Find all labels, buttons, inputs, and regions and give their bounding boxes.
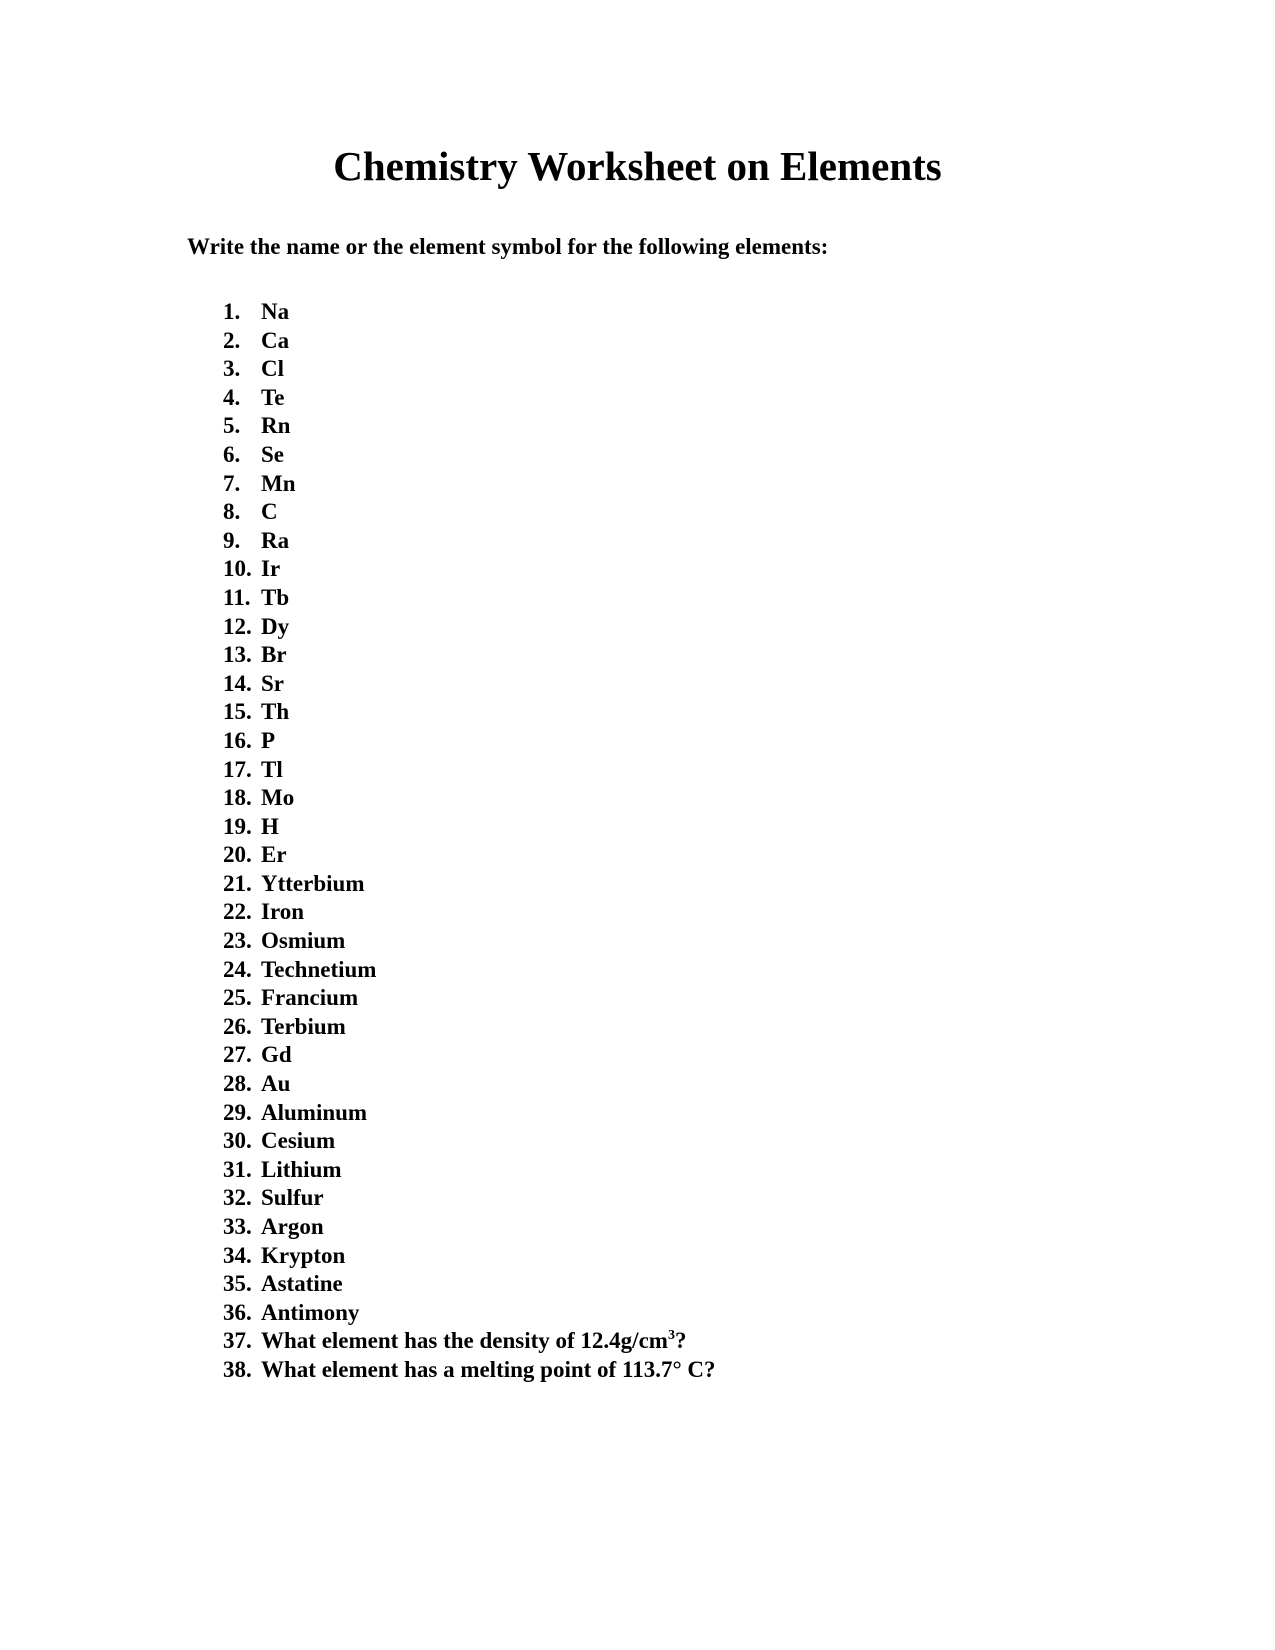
question-item bbox=[223, 641, 716, 670]
question-number: 20. bbox=[223, 842, 252, 868]
question-text-main: Tb bbox=[261, 584, 290, 610]
question-number: 2. bbox=[223, 327, 241, 353]
question-text-main: Iron bbox=[261, 899, 305, 925]
question-number: 6. bbox=[223, 441, 241, 467]
question-item bbox=[223, 870, 716, 899]
question-text bbox=[261, 1156, 342, 1185]
question-text-main: Gd bbox=[261, 1042, 292, 1068]
question-text bbox=[261, 412, 290, 441]
question-item bbox=[223, 470, 716, 499]
question-item bbox=[223, 1099, 716, 1128]
question-number: 5. bbox=[223, 413, 241, 439]
question-text-main: Se bbox=[261, 441, 284, 467]
question-item bbox=[223, 756, 716, 785]
question-number: 13. bbox=[223, 642, 252, 668]
question-number: 28. bbox=[223, 1071, 252, 1097]
question-number: 14. bbox=[223, 670, 252, 696]
question-text bbox=[261, 813, 279, 842]
question-number: 4. bbox=[223, 384, 241, 410]
question-item bbox=[223, 1041, 716, 1070]
question-text-main: Na bbox=[261, 299, 290, 324]
question-item bbox=[223, 670, 716, 699]
question-number: 26. bbox=[223, 1013, 252, 1039]
question-text bbox=[261, 1299, 359, 1328]
question-text bbox=[261, 870, 364, 899]
question-text bbox=[261, 1213, 324, 1242]
question-item bbox=[223, 1156, 716, 1185]
superscript: 3 bbox=[667, 1328, 675, 1344]
question-number: 22. bbox=[223, 899, 252, 925]
page-title: Chemistry Worksheet on Elements bbox=[333, 143, 942, 189]
question-text-main: P bbox=[261, 727, 276, 753]
question-number: 9. bbox=[223, 527, 241, 553]
question-item bbox=[223, 1213, 716, 1242]
question-text-main: Krypton bbox=[261, 1242, 346, 1268]
question-text bbox=[261, 841, 287, 870]
question-text bbox=[261, 984, 358, 1013]
question-number: 1. bbox=[223, 299, 241, 324]
instructions: Write the name or the element symbol for the following elements: bbox=[187, 234, 829, 259]
question-text bbox=[261, 956, 376, 985]
question-text-main: Sulfur bbox=[261, 1185, 324, 1211]
question-number: 36. bbox=[223, 1299, 252, 1325]
question-text-main: Sr bbox=[261, 670, 284, 696]
question-item bbox=[223, 412, 716, 441]
question-text bbox=[261, 613, 289, 642]
question-text-main: Cl bbox=[261, 356, 284, 382]
question-item bbox=[223, 1070, 716, 1099]
question-item bbox=[223, 327, 716, 356]
question-number: 29. bbox=[223, 1099, 252, 1125]
question-number: 21. bbox=[223, 870, 252, 896]
question-text-main: Antimony bbox=[261, 1299, 360, 1325]
question-item bbox=[223, 841, 716, 870]
question-number: 31. bbox=[223, 1156, 252, 1182]
question-number: 33. bbox=[223, 1214, 252, 1239]
question-number: 35. bbox=[223, 1271, 252, 1297]
question-text-main: Mn bbox=[261, 470, 296, 496]
question-text-main: Lithium bbox=[261, 1156, 342, 1182]
question-item bbox=[223, 613, 716, 642]
question-text-main: Ca bbox=[261, 327, 290, 353]
question-item bbox=[223, 784, 716, 813]
question-text bbox=[261, 898, 304, 927]
question-item bbox=[223, 927, 716, 956]
question-item bbox=[223, 727, 716, 756]
question-text-main: Th bbox=[261, 699, 290, 725]
question-text bbox=[261, 670, 284, 699]
question-number: 24. bbox=[223, 956, 252, 982]
question-text-suffix: ? bbox=[674, 1328, 687, 1354]
question-number: 7. bbox=[223, 470, 241, 496]
question-text bbox=[261, 1242, 345, 1271]
question-number: 15. bbox=[223, 699, 252, 725]
question-text-main: What element has a melting point of 113.7° C? bbox=[261, 1356, 716, 1382]
question-item bbox=[223, 355, 716, 384]
question-number: 10. bbox=[223, 556, 252, 582]
question-text bbox=[261, 355, 284, 384]
question-item bbox=[223, 1299, 716, 1328]
question-text bbox=[261, 1099, 367, 1128]
question-text-main: Ra bbox=[261, 527, 290, 553]
question-text-main: What element has the density of 12.4g/cm bbox=[261, 1328, 668, 1354]
question-item bbox=[223, 1013, 716, 1042]
question-item bbox=[223, 1356, 716, 1385]
question-text bbox=[261, 441, 284, 470]
question-item bbox=[223, 1270, 716, 1299]
question-text-main: Te bbox=[261, 384, 285, 410]
question-text-main: Er bbox=[261, 842, 287, 868]
question-number: 11. bbox=[223, 584, 251, 610]
question-text-main: H bbox=[261, 813, 279, 839]
question-text bbox=[261, 1184, 324, 1213]
question-item bbox=[223, 956, 716, 985]
question-text bbox=[261, 927, 345, 956]
question-number: 8. bbox=[223, 499, 241, 525]
question-text bbox=[261, 470, 296, 499]
question-text-main: Br bbox=[261, 642, 287, 668]
question-number: 25. bbox=[223, 985, 252, 1011]
question-text-main: C bbox=[261, 499, 278, 525]
question-text bbox=[261, 756, 283, 785]
question-text bbox=[261, 1127, 335, 1156]
question-text-main: Astatine bbox=[261, 1271, 343, 1297]
question-number: 18. bbox=[223, 785, 252, 811]
question-text bbox=[261, 298, 289, 327]
question-text-main: Aluminum bbox=[261, 1099, 368, 1125]
question-text-main: Tl bbox=[261, 756, 283, 782]
question-text bbox=[261, 784, 294, 813]
question-item bbox=[223, 527, 716, 556]
question-item bbox=[223, 555, 716, 584]
question-item bbox=[223, 1184, 716, 1213]
question-list bbox=[223, 298, 716, 1385]
question-item bbox=[223, 1127, 716, 1156]
question-text bbox=[261, 1356, 716, 1385]
question-text-main: Argon bbox=[261, 1214, 324, 1239]
question-text bbox=[261, 1070, 290, 1099]
question-item bbox=[223, 698, 716, 727]
question-item bbox=[223, 498, 716, 527]
question-text-main: Ytterbium bbox=[261, 870, 365, 896]
question-text bbox=[261, 727, 275, 756]
question-text bbox=[261, 498, 278, 527]
question-item bbox=[223, 1242, 716, 1271]
question-item bbox=[223, 813, 716, 842]
question-number: 32. bbox=[223, 1185, 252, 1211]
question-number: 37. bbox=[223, 1328, 252, 1354]
question-text bbox=[261, 641, 287, 670]
question-number: 12. bbox=[223, 613, 252, 639]
question-text-main: Cesium bbox=[261, 1128, 336, 1154]
question-number: 19. bbox=[223, 813, 252, 839]
question-number: 27. bbox=[223, 1042, 252, 1068]
question-item bbox=[223, 298, 716, 327]
question-item bbox=[223, 1327, 716, 1356]
question-text bbox=[261, 327, 289, 356]
question-text-main: Francium bbox=[261, 985, 359, 1011]
question-text bbox=[261, 384, 284, 413]
question-text bbox=[261, 1013, 346, 1042]
question-number: 17. bbox=[223, 756, 252, 782]
question-number: 23. bbox=[223, 928, 252, 954]
question-text-main: Dy bbox=[261, 613, 290, 639]
question-text bbox=[261, 1270, 343, 1299]
question-text-main: Terbium bbox=[261, 1013, 346, 1039]
question-number: 3. bbox=[223, 356, 241, 382]
question-text-main: Mo bbox=[261, 785, 295, 811]
question-item bbox=[223, 584, 716, 613]
question-text bbox=[261, 527, 289, 556]
question-text bbox=[261, 1041, 292, 1070]
question-text bbox=[261, 698, 289, 727]
question-text-main: Au bbox=[261, 1071, 291, 1097]
question-text-main: Technetium bbox=[261, 956, 377, 982]
question-text bbox=[261, 1327, 686, 1356]
question-item bbox=[223, 898, 716, 927]
question-text bbox=[261, 555, 280, 584]
question-text-main: Ir bbox=[261, 556, 281, 582]
question-text bbox=[261, 584, 289, 613]
question-text-main: Rn bbox=[261, 413, 291, 439]
question-item bbox=[223, 984, 716, 1013]
question-number: 38. bbox=[223, 1356, 252, 1382]
question-number: 30. bbox=[223, 1128, 252, 1154]
question-item bbox=[223, 441, 716, 470]
question-text-main: Osmium bbox=[261, 928, 346, 954]
question-item bbox=[223, 384, 716, 413]
question-number: 16. bbox=[223, 727, 252, 753]
question-number: 34. bbox=[223, 1242, 252, 1268]
